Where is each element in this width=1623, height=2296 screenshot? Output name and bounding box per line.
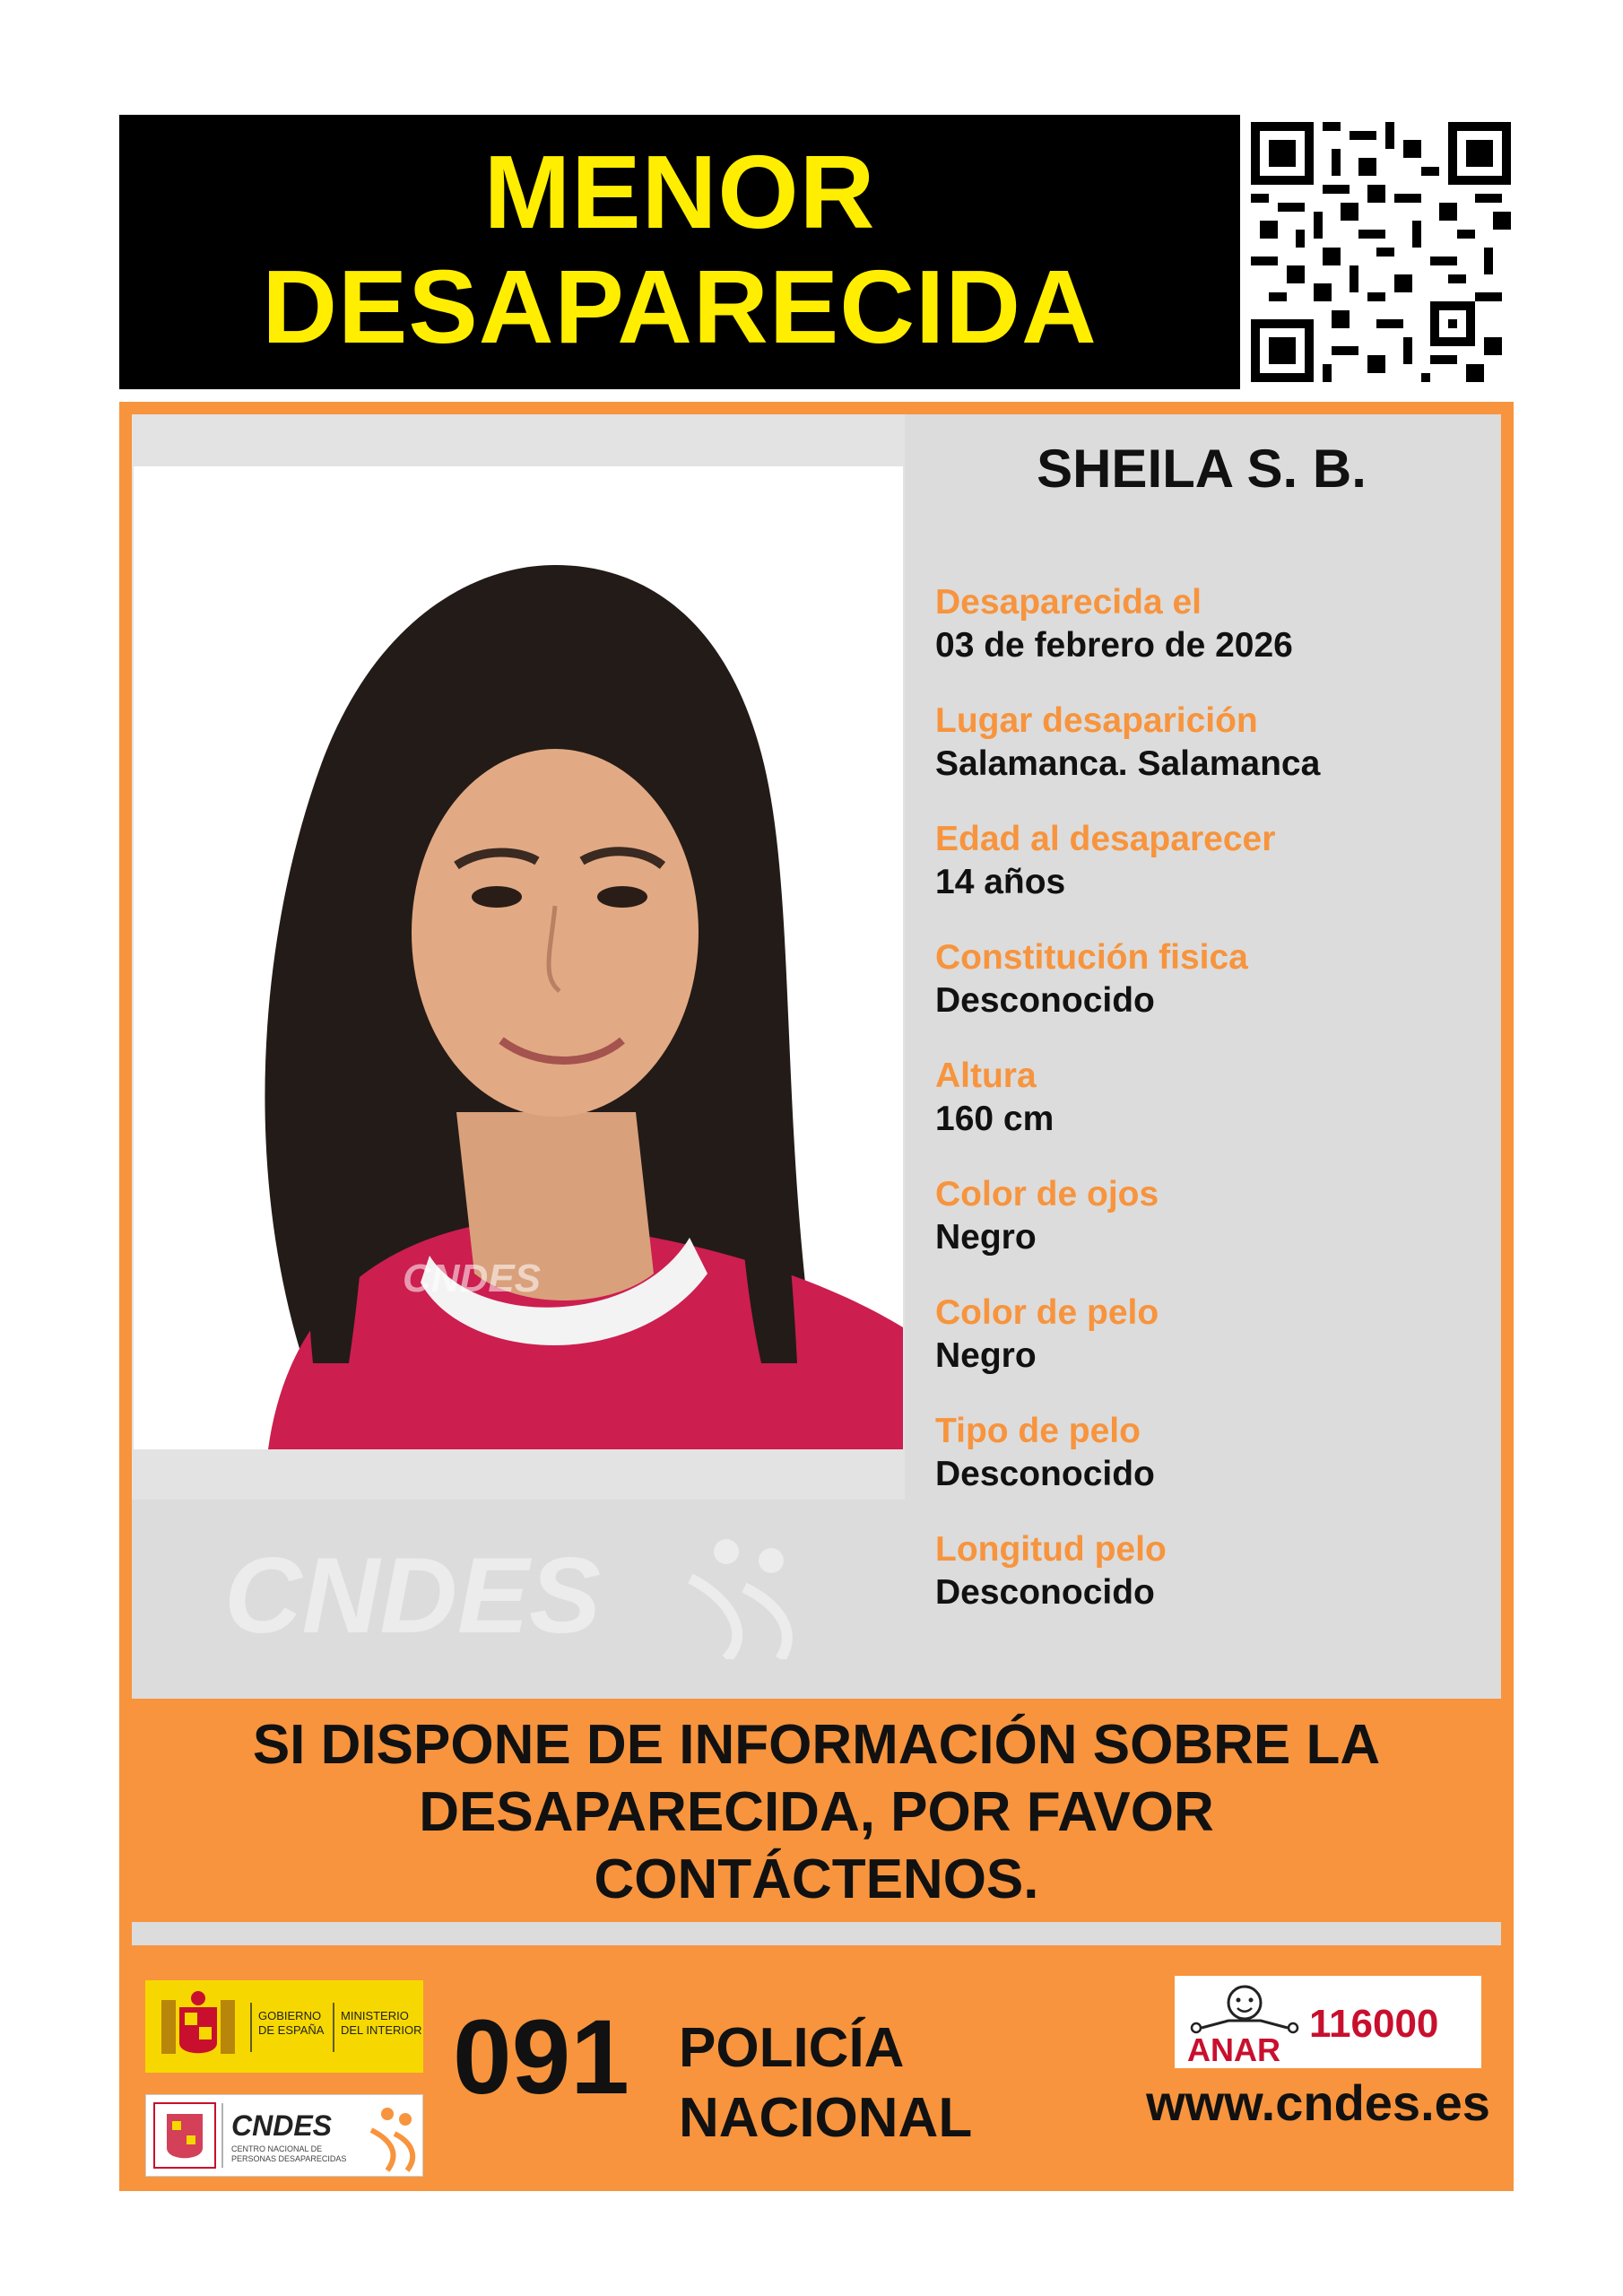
svg-text:CNDES: CNDES bbox=[403, 1257, 542, 1300]
field-value-disappeared-date: 03 de febrero de 2026 bbox=[935, 626, 1293, 665]
missing-person-photo bbox=[134, 466, 903, 1449]
person-name: SHEILA S. B. bbox=[1037, 439, 1367, 499]
anar-logo bbox=[1175, 1976, 1481, 2068]
svg-text:GOBIERNODE ESPAÑA: GOBIERNO DE ESPAÑA bbox=[258, 2009, 325, 2037]
qr-code[interactable] bbox=[1251, 122, 1511, 382]
title-line-2: DESAPARECIDA bbox=[262, 248, 1098, 365]
field-label-build: Constitución fisica bbox=[935, 938, 1248, 977]
field-value-eye-color: Negro bbox=[935, 1218, 1037, 1257]
policia-nacional-label bbox=[679, 2013, 972, 2153]
field-label-age: Edad al desaparecer bbox=[935, 820, 1276, 858]
message-line-1: SI DISPONE DE INFORMACIÓN SOBRE LA bbox=[252, 1714, 1381, 1776]
field-label-hair-color: Color de pelo bbox=[935, 1293, 1159, 1332]
anar-number: 116000 bbox=[1309, 2002, 1439, 2046]
field-value-hair-type: Desconocido bbox=[935, 1455, 1155, 1493]
field-value-place: Salamanca. Salamanca bbox=[935, 744, 1321, 783]
title-line-1: MENOR bbox=[483, 134, 876, 250]
poster-title bbox=[119, 135, 1240, 364]
field-value-hair-length: Desconocido bbox=[935, 1573, 1155, 1612]
qr-code-graphic bbox=[1251, 122, 1511, 382]
field-label-eye-color: Color de ojos bbox=[935, 1175, 1159, 1213]
field-label-hair-type: Tipo de pelo bbox=[935, 1412, 1141, 1450]
message-line-3: CONTÁCTENOS. bbox=[594, 1848, 1039, 1910]
watermark-text: CNDES bbox=[224, 1535, 602, 1656]
svg-text:MINISTERIODEL INTERIOR: MINISTERIO DEL INTERIOR bbox=[341, 2009, 422, 2037]
cndes-logo bbox=[145, 2094, 423, 2177]
field-value-height: 160 cm bbox=[935, 1100, 1055, 1138]
field-label-hair-length: Longitud pelo bbox=[935, 1530, 1167, 1569]
field-value-age: 14 años bbox=[935, 863, 1066, 901]
field-label-place: Lugar desaparición bbox=[935, 701, 1258, 740]
field-value-build: Desconocido bbox=[935, 981, 1155, 1020]
gobierno-espana-logo bbox=[145, 1980, 423, 2073]
cndes-watermark bbox=[224, 1525, 834, 1659]
field-value-hair-color: Negro bbox=[935, 1336, 1037, 1375]
divider bbox=[132, 1922, 1501, 1945]
field-label-disappeared-date: Desaparecida el bbox=[935, 583, 1202, 622]
svg-text:CENTRO NACIONAL DEPERSONAS DES: CENTRO NACIONAL DE PERSONAS DESAPARECIDAS bbox=[231, 2144, 347, 2163]
anar-label: ANAR bbox=[1187, 2031, 1280, 2068]
police-line-1: POLICÍA bbox=[679, 2017, 905, 2079]
field-label-height: Altura bbox=[935, 1057, 1037, 1095]
police-line-2: NACIONAL bbox=[679, 2087, 973, 2149]
contact-message bbox=[132, 1711, 1501, 1913]
website-link[interactable]: www.cndes.es bbox=[1146, 2074, 1490, 2131]
message-line-2: DESAPARECIDA, POR FAVOR bbox=[419, 1781, 1214, 1843]
svg-text:CNDES: CNDES bbox=[231, 2109, 333, 2142]
emergency-phone[interactable]: 091 bbox=[453, 1998, 629, 2117]
